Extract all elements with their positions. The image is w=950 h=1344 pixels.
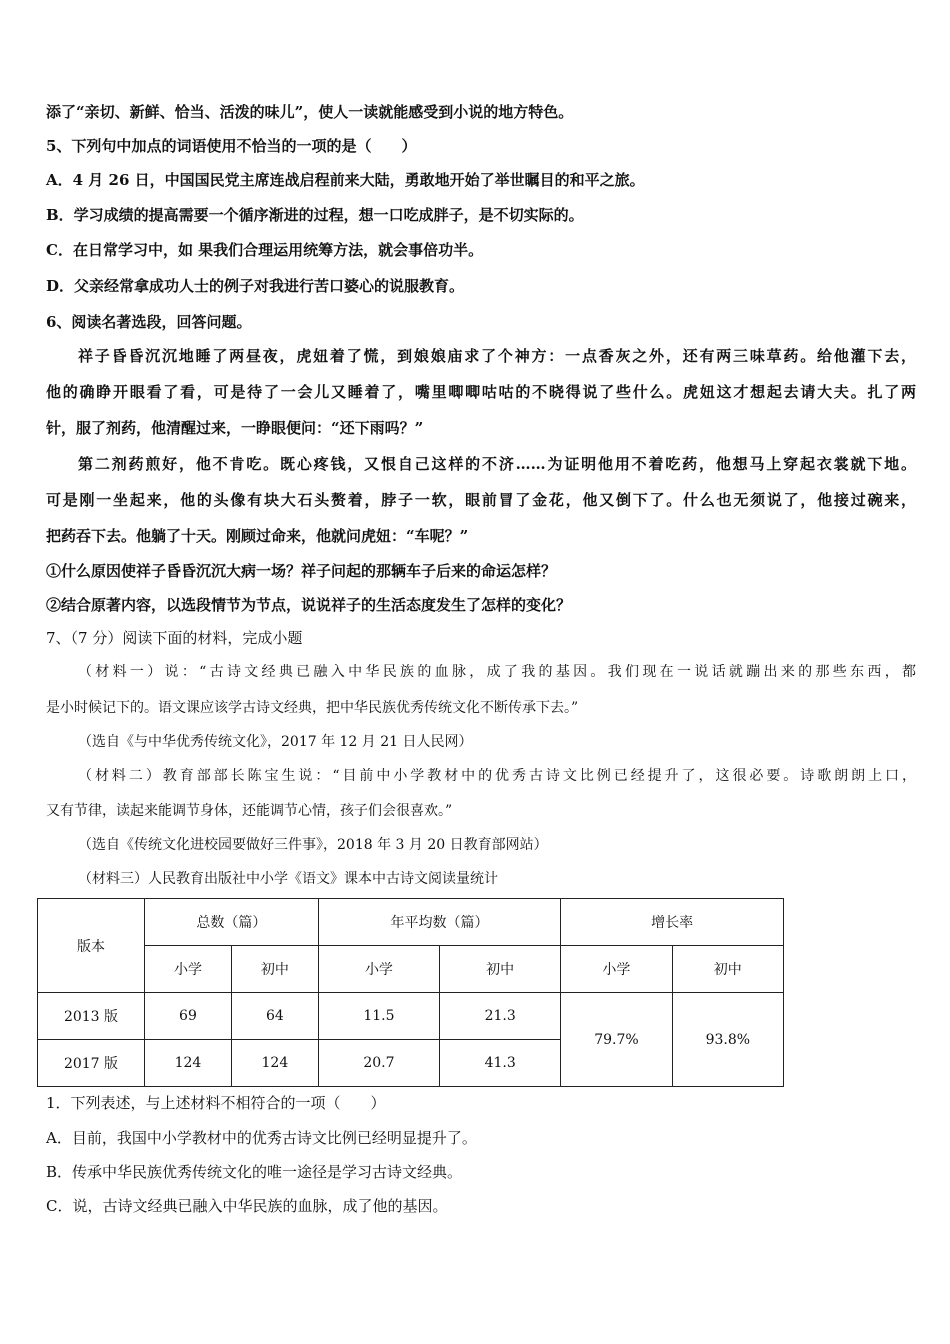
table-cell: 21.3 <box>440 993 561 1040</box>
table-header-cell: 总数（篇） <box>145 899 319 946</box>
table-subheader-cell: 小学 <box>318 946 439 993</box>
subquestion-1-stem: 1．下列表述，与上述材料不相符合的一项（ ） <box>46 1094 386 1112</box>
table-cell: 2017 版 <box>38 1040 145 1087</box>
table-subheader-cell: 初中 <box>440 946 561 993</box>
question-5-option-b: B．学习成绩的提高需要一个循序渐进的过程，想一口吃成胖子，是不切实际的。 <box>46 206 584 224</box>
question-6-sub-1: ①什么原因使祥子昏昏沉沉大病一场？祥子问起的那辆车子后来的命运怎样？ <box>46 562 557 580</box>
table-row <box>38 993 784 1040</box>
material-line: （材料三）人民教育出版社中小学《语文》课本中古诗文阅读量统计 <box>78 871 498 887</box>
material-line: （材料一）说：“古诗文经典已融入中华民族的血脉，成了我的基因。我们现在一说话就蹦出来的那些东西，都 <box>78 664 916 680</box>
question-6-sub-2: ②结合原著内容，以选段情节为节点，说说祥子的生活态度发生了怎样的变化？ <box>46 596 572 614</box>
table-subheader-cell: 小学 <box>561 946 672 993</box>
material-source: （选自《传统文化进校园要做好三件事》，2018 年 3 月 20 日教育部网站） <box>78 837 548 853</box>
material-line: 又有节律，读起来能调节身体，还能调节心情，孩子们会很喜欢。” <box>46 803 453 819</box>
passage-line: 可是刚一坐起来，他的头像有块大石头赘着，脖子一软，眼前冒了金花，他又倒下了。什么也无须说了，他接过碗来， <box>46 491 916 509</box>
subquestion-1-option-a: A．目前，我国中小学教材中的优秀古诗文比例已经明显提升了。 <box>46 1129 477 1147</box>
material-line: （材料二）教育部部长陈宝生说：“目前中小学教材中的优秀古诗文比例已经提升了，这很必要。诗歌朗朗上口， <box>78 768 916 784</box>
passage-line: 祥子昏昏沉沉地睡了两昼夜，虎妞着了慌，到娘娘庙求了个神方：一点香灰之外，还有两三味草药。给他灌下去， <box>78 347 916 365</box>
reading-stats-table <box>37 898 784 1087</box>
material-source: （选自《与中华优秀传统文化》，2017 年 12 月 21 日人民网） <box>78 734 473 750</box>
carryover-text: 添了“亲切、新鲜、恰当、活泼的味儿”，使人一读就能感受到小说的地方特色。 <box>46 103 574 121</box>
material-line: 是小时候记下的。语文课应该学古诗文经典，把中华民族优秀传统文化不断传承下去。” <box>46 700 579 716</box>
table-subheader-cell: 小学 <box>145 946 232 993</box>
subquestion-1-option-c: C．说，古诗文经典已融入中华民族的血脉，成了他的基因。 <box>46 1197 448 1215</box>
table-subheader-cell: 初中 <box>672 946 783 993</box>
question-6-stem: 6、阅读名著选段，回答问题。 <box>46 313 252 331</box>
question-5-option-c: C．在日常学习中，如 果我们合理运用统筹方法，就会事倍功半。 <box>46 241 484 259</box>
question-5-option-a: A．4 月 26 日，中国国民党主席连战启程前来大陆，勇敢地开始了举世瞩目的和平之旅。 <box>46 171 645 189</box>
table-cell: 93.8% <box>672 993 783 1087</box>
question-5-option-d: D．父亲经常拿成功人士的例子对我进行苦口婆心的说服教育。 <box>46 277 465 295</box>
table-cell: 79.7% <box>561 993 672 1087</box>
table-cell: 64 <box>231 993 318 1040</box>
question-5-stem: 5、下列句中加点的词语使用不恰当的一项的是（ ） <box>46 137 417 155</box>
table-cell: 11.5 <box>318 993 439 1040</box>
table-header-cell: 版本 <box>38 899 145 993</box>
passage-line: 把药吞下去。他躺了十天。刚顾过命来，他就问虎妞：“车呢？” <box>46 527 469 545</box>
table-cell: 2013 版 <box>38 993 145 1040</box>
question-7-stem: 7、（7 分）阅读下面的材料，完成小题 <box>46 629 303 647</box>
passage-line: 第二剂药煎好，他不肯吃。既心疼钱，又恨自己这样的不济……为证明他用不着吃药，他想马上穿起衣裳就下地。 <box>78 455 916 473</box>
table-cell: 41.3 <box>440 1040 561 1087</box>
passage-line: 针，服了剂药，他清醒过来，一睁眼便问：“还下雨吗？” <box>46 419 424 437</box>
table-cell: 124 <box>231 1040 318 1087</box>
table-cell: 20.7 <box>318 1040 439 1087</box>
passage-line: 他的确睁开眼看了看，可是待了一会儿又睡着了，嘴里唧唧咕咕的不晓得说了些什么。虎妞这才想起去请大夫。扎了两 <box>46 383 916 401</box>
table-cell: 69 <box>145 993 232 1040</box>
table-header-cell: 年平均数（篇） <box>318 899 560 946</box>
table-header-cell: 增长率 <box>561 899 784 946</box>
subquestion-1-option-b: B．传承中华民族优秀传统文化的唯一途径是学习古诗文经典。 <box>46 1163 463 1181</box>
table-subheader-cell: 初中 <box>231 946 318 993</box>
table-cell: 124 <box>145 1040 232 1087</box>
